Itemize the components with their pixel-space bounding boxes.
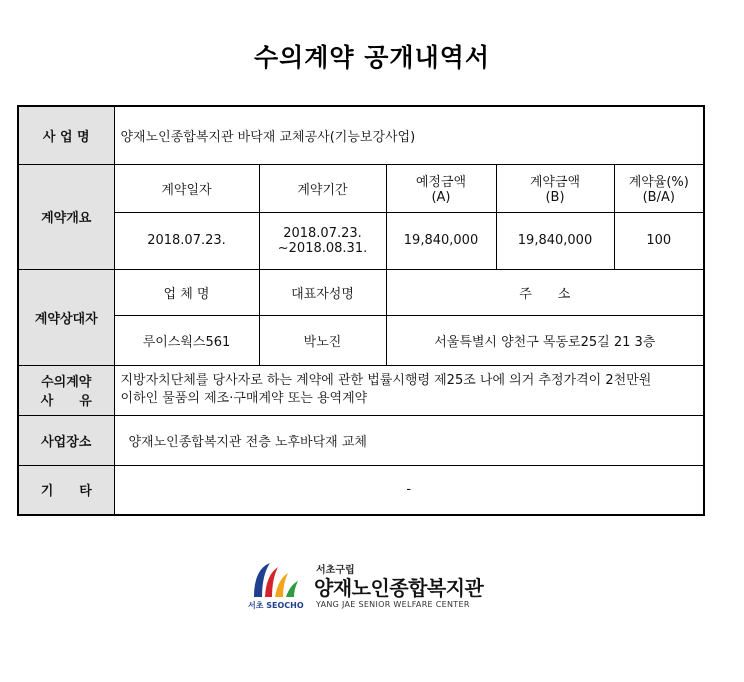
address-value: 서울특별시 양천구 목동로25길 21 3층: [386, 315, 704, 365]
period-end: ~2018.08.31.: [277, 240, 368, 256]
header-rate-line1: 계약율(%): [628, 175, 689, 190]
etc-label: 기 타: [18, 465, 114, 515]
overview-value-row: [18, 212, 704, 269]
reason-label-line1: 수의계약: [41, 375, 92, 390]
header-contract-rate: [614, 164, 704, 212]
party-header-row: [18, 269, 704, 315]
contract-amount-value: 19,840,000: [496, 212, 614, 269]
reason-value: [114, 365, 704, 415]
page-title: 수의계약 공개내역서: [253, 43, 491, 72]
header-contract-line1: 계약금액: [529, 175, 581, 190]
header-contract-period: 계약기간: [259, 164, 386, 212]
location-value: 양재노인종합복지관 전층 노후바닥재 교체: [114, 415, 704, 465]
logo-district: 서초구립: [316, 565, 355, 576]
contract-date-value: 2018.07.23.: [114, 212, 259, 269]
estimated-amount-value: 19,840,000: [386, 212, 496, 269]
center-logo: [248, 557, 488, 617]
header-contract-date: 계약일자: [114, 164, 259, 212]
header-address: 주 소: [386, 269, 704, 315]
reason-line1: 지방자치단체를 당사자로 하는 계약에 관한 법률시행령 제25조 나에 의거 추정가격이 2천만원: [120, 373, 652, 388]
logo-emblem-icon: [248, 557, 308, 601]
etc-value: -: [114, 465, 704, 515]
overview-header-row: [18, 164, 704, 212]
party-value-row: [18, 315, 704, 365]
header-estimated-amount: [386, 164, 496, 212]
header-contract-amount: [496, 164, 614, 212]
reason-label-line2: 사 유: [40, 394, 92, 409]
logo-center-name: 양재노인종합복지관: [314, 576, 484, 600]
logo-seocho: 서초 SEOCHO: [248, 601, 304, 610]
project-value: 양재노인종합복지관 바닥재 교체공사(기능보강사업): [114, 106, 704, 164]
header-contract-line2: (B): [545, 190, 565, 205]
header-representative: 대표자성명: [259, 269, 386, 315]
project-label: 사 업 명: [18, 106, 114, 164]
header-estimated-line2: (A): [431, 190, 451, 205]
project-row: [18, 106, 704, 164]
reason-label: [18, 365, 114, 415]
reason-row: [18, 365, 704, 415]
reason-line2: 이하인 물품의 제조·구매계약 또는 용역계약: [120, 391, 368, 406]
location-row: [18, 415, 704, 465]
header-rate-line2: (B/A): [642, 190, 675, 205]
overview-label: 계약개요: [18, 164, 114, 269]
header-company: 업 체 명: [114, 269, 259, 315]
logo-english-name: YANG JAE SENIOR WELFARE CENTER: [316, 600, 470, 609]
contract-rate-value: 100: [614, 212, 704, 269]
contract-period-value: [259, 212, 386, 269]
etc-row: [18, 465, 704, 515]
party-label: 계약상대자: [18, 269, 114, 365]
company-value: 루이스웍스561: [114, 315, 259, 365]
period-start: 2018.07.23.: [283, 225, 362, 241]
location-label: 사업장소: [18, 415, 114, 465]
contract-table: [17, 105, 705, 516]
representative-value: 박노진: [259, 315, 386, 365]
header-estimated-line1: 예정금액: [415, 175, 467, 190]
